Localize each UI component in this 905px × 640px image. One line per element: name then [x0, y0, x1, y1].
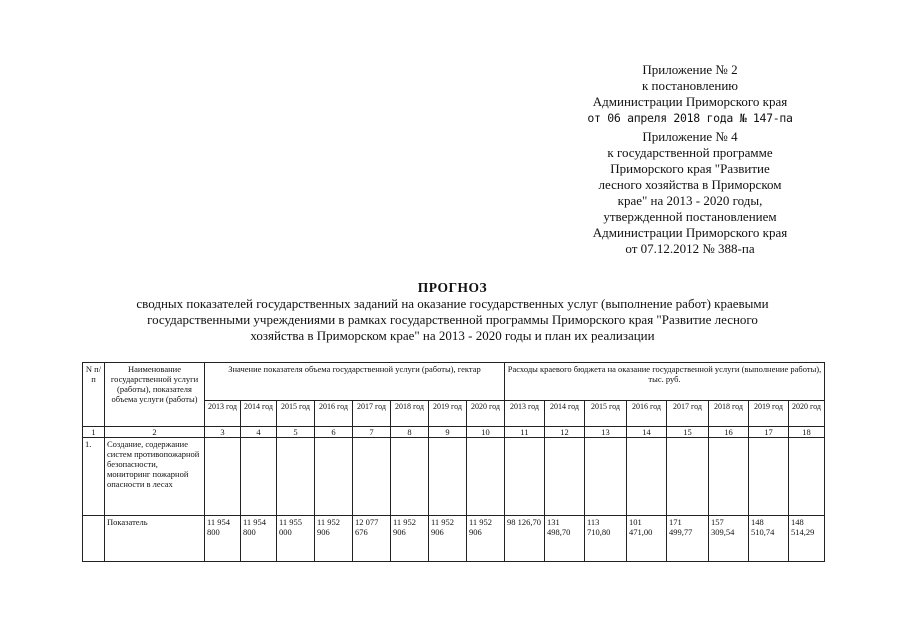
- header-name: Наименование государственной услуги (работы), показателя объема услуги (работы): [105, 363, 205, 427]
- budget-value: 113 710,80: [585, 516, 627, 562]
- appendix-4-line: к государственной программе: [607, 145, 773, 160]
- subtitle-line: государственными учреждениями в рамках государственной программы Приморского края "Развитие лесного: [147, 312, 758, 327]
- appendix-2-date-line: от 06 апреля 2018 года № 147-па: [587, 111, 793, 125]
- header-budget-group: Расходы краевого бюджета на оказание государственной услуги (выполнение работы), тыс. руб.: [505, 363, 825, 401]
- column-number: 17: [749, 427, 789, 438]
- year-cell: 2020 год: [467, 401, 505, 427]
- appendix-4-line: лесного хозяйства в Приморском: [598, 177, 782, 192]
- year-cell: 2016 год: [627, 401, 667, 427]
- column-number: 7: [353, 427, 391, 438]
- appendix-2-line: Приложение № 2: [642, 62, 738, 77]
- appendix-4-line: утвержденной постановлением: [603, 209, 777, 224]
- budget-value: 101 471,00: [627, 516, 667, 562]
- header-num: N п/п: [83, 363, 105, 427]
- volume-value: 11 952 906: [391, 516, 429, 562]
- volume-value: 11 952 906: [429, 516, 467, 562]
- year-cell: 2018 год: [391, 401, 429, 427]
- column-number: 15: [667, 427, 709, 438]
- year-cell: 2020 год: [789, 401, 825, 427]
- volume-value: 12 077 676: [353, 516, 391, 562]
- column-number: 3: [205, 427, 241, 438]
- year-cell: 2019 год: [429, 401, 467, 427]
- table-row: [83, 516, 825, 562]
- year-cell: 2017 год: [353, 401, 391, 427]
- forecast-table: [82, 362, 825, 562]
- column-number: 4: [241, 427, 277, 438]
- volume-value: 11 954 800: [205, 516, 241, 562]
- appendix-4-header: [560, 129, 820, 257]
- budget-value: 171 499,77: [667, 516, 709, 562]
- column-number: 8: [391, 427, 429, 438]
- column-number: 9: [429, 427, 467, 438]
- document-subtitle: [90, 296, 815, 344]
- column-number: 5: [277, 427, 315, 438]
- year-cell: 2015 год: [585, 401, 627, 427]
- year-cell: 2013 год: [205, 401, 241, 427]
- year-cell: 2019 год: [749, 401, 789, 427]
- budget-value: 131 498,70: [545, 516, 585, 562]
- year-cell: 2015 год: [277, 401, 315, 427]
- volume-value: 11 955 000: [277, 516, 315, 562]
- indicator-label: Показатель: [105, 516, 205, 562]
- appendix-2-line: Администрации Приморского края: [592, 94, 788, 109]
- volume-value: 11 954 800: [241, 516, 277, 562]
- column-number: 11: [505, 427, 545, 438]
- column-number: 18: [789, 427, 825, 438]
- appendix-2-header: [560, 62, 820, 126]
- column-number: 13: [585, 427, 627, 438]
- column-number: 10: [467, 427, 505, 438]
- header-volume-group: Значение показателя объема государственной услуги (работы), гектар: [205, 363, 505, 401]
- column-number: 2: [105, 427, 205, 438]
- column-number: 16: [709, 427, 749, 438]
- appendix-4-line: крае" на 2013 - 2020 годы,: [617, 193, 763, 208]
- appendix-4-line: Приморского края "Развитие: [610, 161, 770, 176]
- column-number: 14: [627, 427, 667, 438]
- year-cell: 2014 год: [545, 401, 585, 427]
- budget-value: 157 309,54: [709, 516, 749, 562]
- service-name: Создание, содержание систем противопожарной безопасности, мониторинг пожарной опасности в лесах: [105, 438, 205, 516]
- year-cell: 2018 год: [709, 401, 749, 427]
- column-number: 6: [315, 427, 353, 438]
- budget-value: 148 510,74: [749, 516, 789, 562]
- subtitle-line: сводных показателей государственных заданий на оказание государственных услуг (выполнение работ) краевыми: [136, 296, 769, 311]
- year-cell: 2016 год: [315, 401, 353, 427]
- budget-value: 98 126,70: [505, 516, 545, 562]
- appendix-4-line: Приложение № 4: [642, 129, 738, 144]
- year-cell: 2017 год: [667, 401, 709, 427]
- appendix-2-line: к постановлению: [641, 78, 739, 93]
- row-number: 1.: [83, 438, 105, 516]
- budget-value: 148 514,29: [789, 516, 825, 562]
- column-number: 1: [83, 427, 105, 438]
- column-number: 12: [545, 427, 585, 438]
- table-row: [83, 438, 825, 516]
- document-title: ПРОГНОЗ: [417, 280, 488, 295]
- year-cell: 2013 год: [505, 401, 545, 427]
- year-cell: 2014 год: [241, 401, 277, 427]
- appendix-4-line: Администрации Приморского края: [592, 225, 788, 240]
- volume-value: 11 952 906: [467, 516, 505, 562]
- appendix-4-line: от 07.12.2012 № 388-па: [625, 241, 755, 256]
- subtitle-line: хозяйства в Приморском крае" на 2013 - 2020 годы и план их реализации: [250, 328, 655, 343]
- volume-value: 11 952 906: [315, 516, 353, 562]
